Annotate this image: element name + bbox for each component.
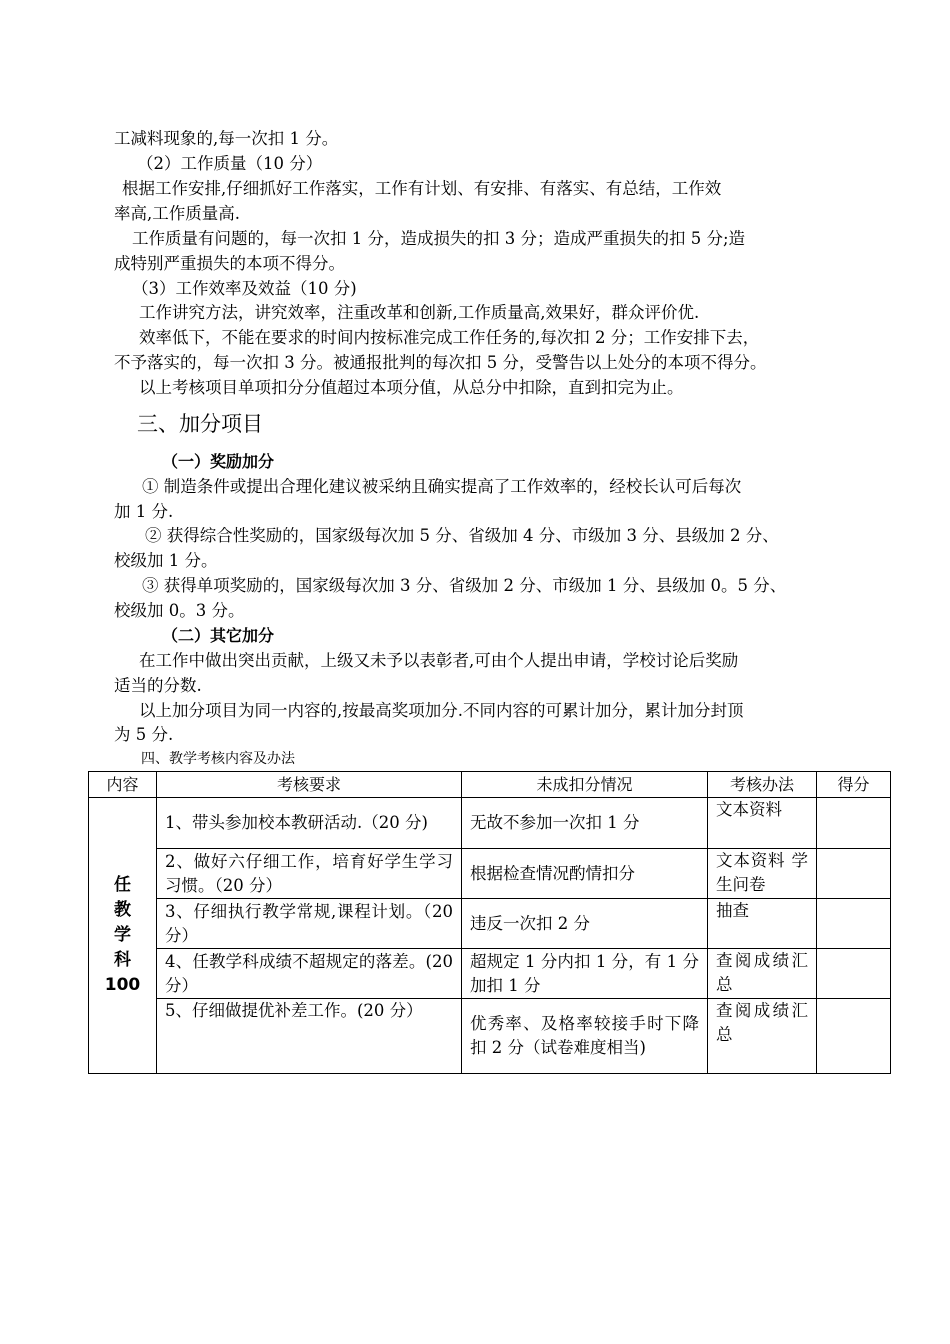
score-cell[interactable]	[817, 999, 891, 1074]
paragraph: 效率低下，不能在要求的时间内按标准完成工作任务的,每次扣 2 分；工作安排下去，	[139, 328, 760, 347]
category-char: 任	[114, 875, 131, 895]
paragraph-heading: （3）工作效率及效益（10 分)	[132, 279, 357, 298]
requirement-cell: 1、带头参加校本教研活动.（20 分)	[157, 798, 462, 849]
paragraph: 工减料现象的,每一次扣 1 分。	[114, 129, 339, 148]
section-title: 三、加分项目	[137, 412, 263, 436]
table-row	[89, 949, 891, 999]
category-char: 学	[114, 925, 131, 945]
score-cell[interactable]	[817, 949, 891, 999]
paragraph: 为 5 分.	[114, 725, 174, 744]
paragraph: 校级加 1 分。	[114, 551, 218, 570]
paragraph: 在工作中做出突出贡献，上级又未予以表彰者,可由个人提出申请，学校讨论后奖励	[139, 651, 739, 670]
paragraph-heading: （2）工作质量（10 分）	[137, 154, 323, 173]
paragraph: 适当的分数.	[114, 676, 202, 695]
paragraph: 成特别严重损失的本项不得分。	[114, 254, 345, 273]
paragraph: ③ 获得单项奖励的，国家级每次加 3 分、省级加 2 分、市级加 1 分、县级加 0。5 分、	[142, 576, 787, 595]
paragraph: ① 制造条件或提出合理化建议被采纳且确实提高了工作效率的，经校长认可后每次	[142, 477, 742, 496]
method-cell: 查阅成绩汇总	[708, 949, 817, 999]
table-header-row	[89, 772, 891, 798]
header-method: 考核办法	[708, 772, 817, 798]
paragraph: 率高,工作质量高.	[114, 204, 240, 223]
paragraph: 不予落实的，每一次扣 3 分。被通报批判的每次扣 5 分，受警告以上处分的本项不得分。	[114, 353, 767, 372]
header-content: 内容	[89, 772, 157, 798]
category-cell	[89, 798, 157, 1074]
method-cell: 文本资料	[708, 798, 817, 849]
score-cell[interactable]	[817, 798, 891, 849]
paragraph: 工作讲究方法，讲究效率，注重改革和创新,工作质量高,效果好，群众评价优.	[139, 303, 700, 322]
table-caption: 四、教学考核内容及办法	[141, 751, 295, 767]
category-char: 教	[114, 900, 131, 920]
header-deduction: 未成扣分情况	[462, 772, 708, 798]
requirement-cell: 5、仔细做提优补差工作。(20 分）	[157, 999, 462, 1074]
table-row	[89, 849, 891, 899]
score-cell[interactable]	[817, 899, 891, 949]
paragraph: 加 1 分.	[114, 502, 174, 521]
deduction-cell: 根据检查情况酌情扣分	[462, 849, 708, 899]
category-char: 100	[104, 975, 141, 995]
deduction-cell: 违反一次扣 2 分	[462, 899, 708, 949]
requirement-cell: 4、任教学科成绩不超规定的落差。(20 分）	[157, 949, 462, 999]
category-char: 科	[114, 950, 131, 970]
paragraph: 以上考核项目单项扣分分值超过本项分值，从总分中扣除，直到扣完为止。	[139, 378, 684, 397]
assessment-table	[88, 771, 891, 1074]
deduction-cell: 超规定 1 分内扣 1 分，有 1 分加扣 1 分	[462, 949, 708, 999]
header-score: 得分	[817, 772, 891, 798]
requirement-cell: 2、做好六仔细工作，培育好学生学习习惯。（20 分）	[157, 849, 462, 899]
table-row	[89, 899, 891, 949]
deduction-cell: 优秀率、及格率较接手时下降扣 2 分（试卷难度相当)	[462, 999, 708, 1074]
subsection-title: （一）奖励加分	[162, 452, 275, 471]
paragraph: 以上加分项目为同一内容的,按最高奖项加分.不同内容的可累计加分，累计加分封顶	[139, 701, 744, 720]
paragraph: ② 获得综合性奖励的，国家级每次加 5 分、省级加 4 分、市级加 3 分、县级加 2 分、	[145, 526, 779, 545]
deduction-cell: 无故不参加一次扣 1 分	[462, 798, 708, 849]
method-cell: 抽查	[708, 899, 817, 949]
score-cell[interactable]	[817, 849, 891, 899]
table-row	[89, 999, 891, 1074]
paragraph: 根据工作安排,仔细抓好工作落实，工作有计划、有安排、有落实、有总结，工作效	[122, 179, 722, 198]
paragraph: 工作质量有问题的，每一次扣 1 分，造成损失的扣 3 分；造成严重损失的扣 5 分;造	[132, 229, 746, 248]
paragraph: 校级加 0。3 分。	[114, 601, 245, 620]
header-requirement: 考核要求	[157, 772, 462, 798]
subsection-title: （二）其它加分	[162, 626, 275, 645]
method-cell: 文本资料 学生问卷	[708, 849, 817, 899]
table-row	[89, 798, 891, 849]
requirement-cell: 3、仔细执行教学常规,课程计划。（20 分）	[157, 899, 462, 949]
method-cell: 查阅成绩汇总	[708, 999, 817, 1074]
